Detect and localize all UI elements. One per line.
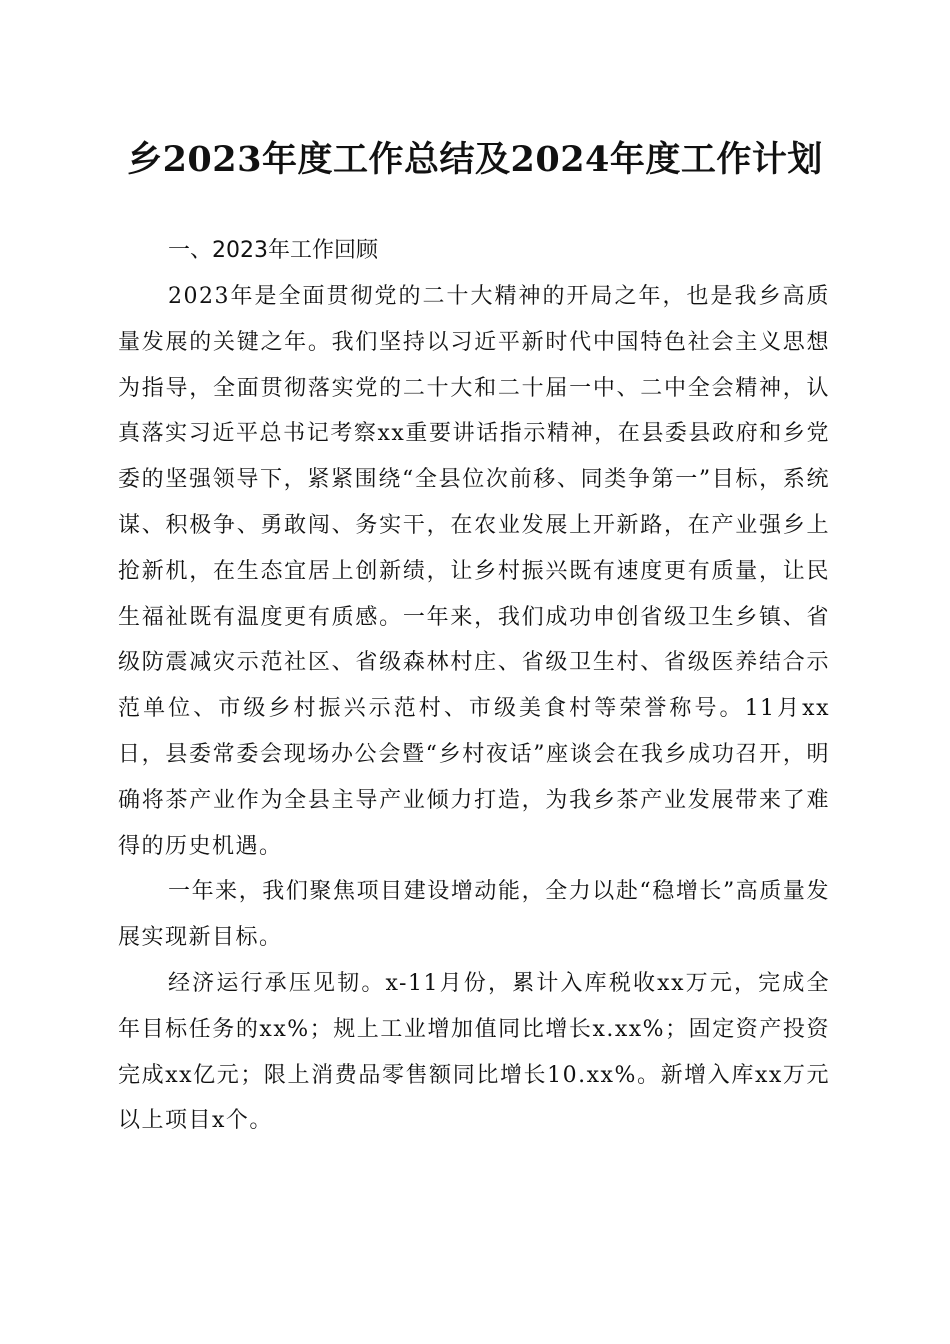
section-heading: 一、2023年工作回顾: [168, 238, 378, 263]
paragraph-economic-operation: 经济运行承压见韧。x-11月份，累计入库税收xx万元，完成全年目标任务的xx%；规上工业增加值同比增长x.xx%；固定资产投资完成xx亿元；限上消费品零售额同比增长10.xx%。新增入库xx万元以上项目x个。: [118, 970, 830, 1134]
paragraph-project-construction: 一年来，我们聚焦项目建设增动能，全力以赴“稳增长”高质量发展实现新目标。: [118, 879, 830, 951]
document-title: 乡2023年度工作总结及2024年度工作计划: [127, 139, 823, 180]
paragraph-review-intro: 2023年是全面贯彻党的二十大精神的开局之年，也是我乡高质量发展的关键之年。我们坚持以习近平新时代中国特色社会主义思想为指导，全面贯彻落实党的二十大和二十届一中、二中全会精神，认真落实习近平总书记考察xx重要讲话指示精神，在县委县政府和乡党委的坚强领导下，紧紧围绕“全县位次前移、同类争第一”目标，系统谋、积极争、勇敢闯、务实干，在农业发展上开新路，在产业强乡上抢新机，在生态宜居上创新绩，让乡村振兴既有速度更有质量，让民生福祉既有温度更有质感。一年来，我们成功申创省级卫生乡镇、省级防震减灾示范社区、省级森林村庄、省级卫生村、省级医养结合示范单位、市级乡村振兴示范村、市级美食村等荣誉称号。11月xx日，县委常委会现场办公会暨“乡村夜话”座谈会在我乡成功召开，明确将茶产业作为全县主导产业倾力打造，为我乡茶产业发展带来了难得的历史机遇。: [118, 284, 830, 859]
document-body: [118, 228, 830, 1144]
